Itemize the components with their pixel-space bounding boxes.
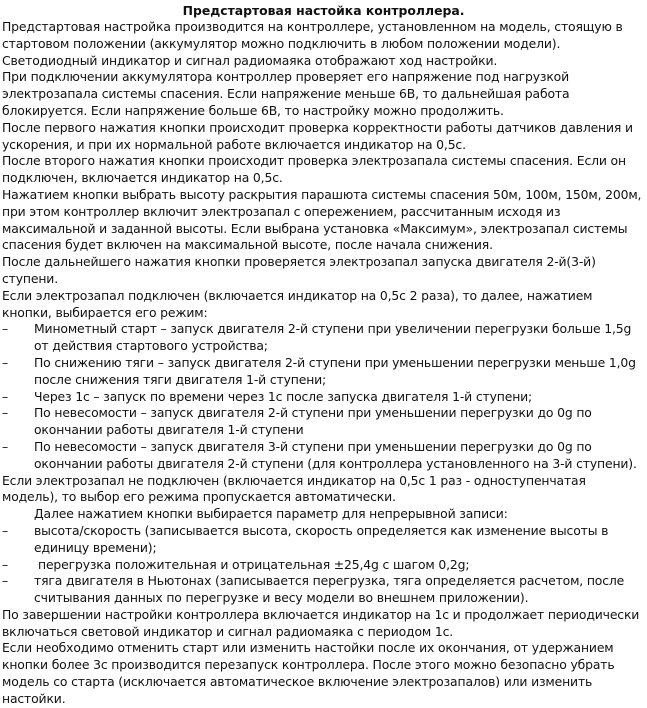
stage-mode-item: По невесомости – запуск двигателя 3-й ступени при уменьшении перегрузки до 0g по окончании работы двигателя 2-й ступени (для контроллера установленного на 3-й ступени). bbox=[34, 438, 637, 471]
list-dash: – bbox=[2, 405, 9, 421]
record-param-item: высота/скорость (записывается высота, скорость определяется как изменение высоты в единицу времени); bbox=[34, 522, 609, 555]
paragraph-parachute-height: Нажатием кнопки выбрать высоту раскрытия парашюта системы спасения 50м, 100м, 150м, 200м, при этом контроллер включит электрозапал с опережением, рассчитанным исходя из максимальной и заданной высоты. Если выбрана установка «Максимум», электрозапал системы спасения будет включен на максимальной высоте, после начала снижения. bbox=[2, 186, 642, 253]
list-dash: – bbox=[2, 321, 9, 337]
paragraph-stage-igniter-check: После дальнейшего нажатия кнопки проверяется электрозапал запуска двигателя 2-й(3-й) ступени. bbox=[2, 254, 596, 286]
list-dash: – bbox=[2, 438, 9, 454]
paragraph-first-press: После первого нажатия кнопки происходит проверка корректности работы датчиков давления и ускорения, и при их нормальной работе включается индикатор на 0,5с. bbox=[2, 119, 633, 152]
paragraph-record-select: Далее нажатием кнопки выбирается параметр для непрерывной записи: bbox=[34, 506, 508, 522]
paragraph-intro: Предстартовая настройка производится на контроллере, установленном на модель, стоящую в стартовом положении (аккумулятор можно подключить в любом положении модели). Светодиодный индикатор и сигнал радиомаяка отображают ход настройки. bbox=[2, 19, 623, 68]
record-param-item: перегрузка положительная и отрицательная ±25,4g с шагом 0,2g; bbox=[38, 556, 470, 572]
paragraph-battery-check: При подключении аккумулятора контроллер проверяет его напряжение под нагрузкой электрозапала системы спасения. Если напряжение меньше 6В, то дальнейшая работа блокируется. Если напряжение больше 6В, то настройку можно продолжить. bbox=[2, 69, 570, 118]
list-dash: – bbox=[2, 573, 9, 589]
paragraph-stage-mode-select: Если электрозапал подключен (включается индикатор на 0,5с 2 раза), то далее, нажатием кнопки, выбирается его режим: bbox=[2, 287, 593, 320]
list-dash: – bbox=[2, 388, 9, 404]
stage-mode-item: Минометный старт – запуск двигателя 2-й ступени при увеличении перегрузки больше 1,5g от действия стартового устройства; bbox=[34, 321, 632, 354]
list-item bbox=[2, 389, 645, 406]
document-body bbox=[2, 19, 645, 708]
list-item bbox=[2, 439, 645, 473]
list-dash: – bbox=[2, 556, 9, 572]
stage-mode-item: Через 1с – запуск по времени через 1с после запуска двигателя 1-й ступени; bbox=[34, 388, 533, 404]
paragraph-second-press: После второго нажатия кнопки происходит проверка электрозапала системы спасения. Если он подключен, включается индикатор на 0,5с. bbox=[2, 153, 626, 186]
list-item bbox=[2, 557, 645, 574]
stage-mode-item: По снижению тяги – запуск двигателя 2-й ступени при уменьшении перегрузки меньше 1,0g после снижения тяги двигателя 1-й ступени; bbox=[34, 354, 636, 387]
list-item bbox=[2, 355, 645, 389]
list-item bbox=[2, 573, 645, 607]
list-item bbox=[2, 321, 645, 355]
list-item bbox=[2, 405, 645, 439]
paragraph-no-igniter: Если электрозапал не подключен (включается индикатор на 0,5с 1 раз - одноступенчатая модель), то выбор его режима пропускается автоматически. bbox=[2, 472, 586, 505]
list-dash: – bbox=[2, 354, 9, 370]
list-dash: – bbox=[2, 522, 9, 538]
stage-mode-item: По невесомости – запуск двигателя 2-й ступени при уменьшении перегрузки до 0g по окончании работы двигателя 1-й ступени bbox=[34, 405, 592, 438]
page-title: Предстартовая настойка контроллера. bbox=[182, 3, 465, 18]
paragraph-cancel-restart: Если необходимо отменить старт или изменить настойки после их окончания, от удержанием кнопки более 3с производится перезапуск контроллера. После этого можно безопасно убрать модель со старта (исключается автоматическое включение электрозапалов) или изменить настойки. bbox=[2, 640, 615, 706]
record-param-item: тяга двигателя в Ньютонах (записывается перегрузка, тяга определяется расчетом, после считывания данных по перегрузке и весу модели во внешнем приложении). bbox=[34, 573, 625, 606]
paragraph-setup-complete: По завершении настройки контроллера включается индикатор на 1с и продолжает периодически включаться световой индикатор и сигнал радиомаяка с периодом 1с. bbox=[2, 606, 640, 639]
list-item bbox=[2, 523, 645, 557]
